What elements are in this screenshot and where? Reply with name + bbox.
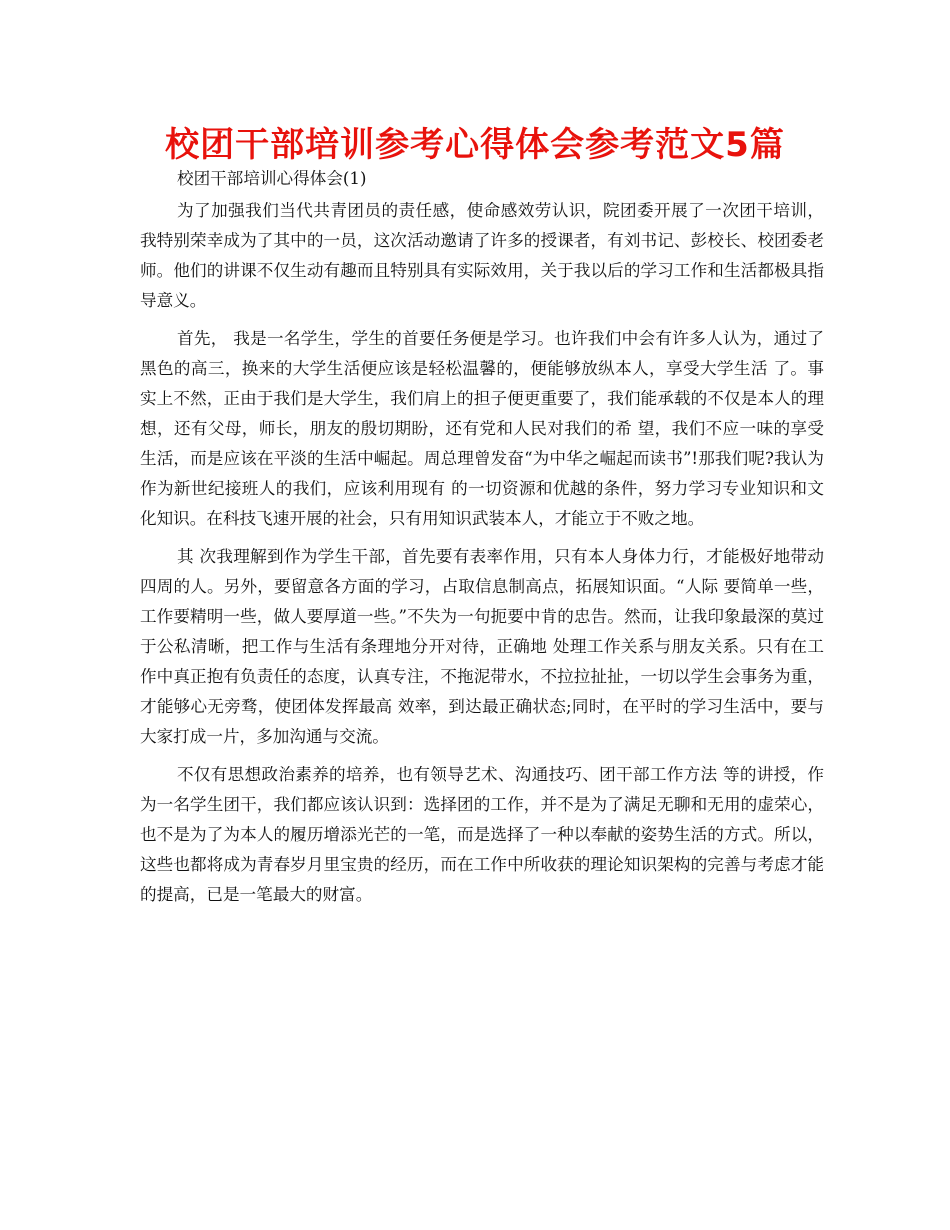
section-subtitle: 校团干部培训心得体会(1) [177,169,367,188]
paragraph-4: 不仅有思想政治素养的培养，也有领导艺术、沟通技巧、团干部工作方法 等的讲授，作为一名学生团干，我们都应该认识到：选择团的工作，并不是为了满足无聊和无用的虚荣心，也不是为了为本人的履历增添光芒的一笔，而是选择了一种以奉献的姿势生活的方式。所以，这些也都将成为青春岁月里宝贵的经历，而在工作中所收获的理论知识架构的完善与考虑才能的提高，已是一笔最大的财富。 [140,765,824,904]
paragraph-1: 为了加强我们当代共青团员的责任感，使命感效劳认识，院团委开展了一次团干培训，我特别荣幸成为了其中的一员，这次活动邀请了许多的授课者，有刘书记、彭校长、校团委老师。他们的讲课不仅生动有趣而且特别具有实际效用，关于我以后的学习工作和生活都极具指导意义。 [140,201,824,310]
paragraph-3: 其 次我理解到作为学生干部，首先要有表率作用，只有本人身体力行，才能极好地带动四周的人。另外，要留意各方面的学习，占取信息制高点，拓展知识面。“人际 要简单一些，工作要精明一些，做人要厚道一些。”不失为一句扼要中肯的忠告。然而，让我印象最深的莫过于公私清晰，把工作与生活有条理地分开对待，正确地 处理工作关系与朋友关系。只有在工作中真正抱有负责任的态度，认真专注，不拖泥带水，不拉拉扯扯，一切以学生会事务为重，才能够心无旁骛，使团体发挥最高 效率，到达最正确状态;同时，在平时的学习生活中，要与大家打成一片，多加沟通与交流。 [140,547,824,746]
document-body [140,164,824,910]
document-title: 校团干部培训参考心得体会参考范文5篇 [165,125,785,165]
paragraph-2: 首先， 我是一名学生，学生的首要任务便是学习。也许我们中会有许多人认为，通过了黑色的高三，换来的大学生活便应该是轻松温馨的，便能够放纵本人，享受大学生活 了。事实上不然，正由于我们是大学生，我们肩上的担子便更重要了，我们能承载的不仅是本人的理想，还有父母，师长，朋友的殷切期盼，还有党和人民对我们的希 望，我们不应一味的享受生活，而是应该在平淡的生活中崛起。周总理曾发奋“为中华之崛起而读书”!那我们呢?我认为作为新世纪接班人的我们，应该利用现有 的一切资源和优越的条件，努力学习专业知识和文化知识。在科技飞速开展的社会，只有用知识武装本人，才能立于不败之地。 [140,329,824,528]
